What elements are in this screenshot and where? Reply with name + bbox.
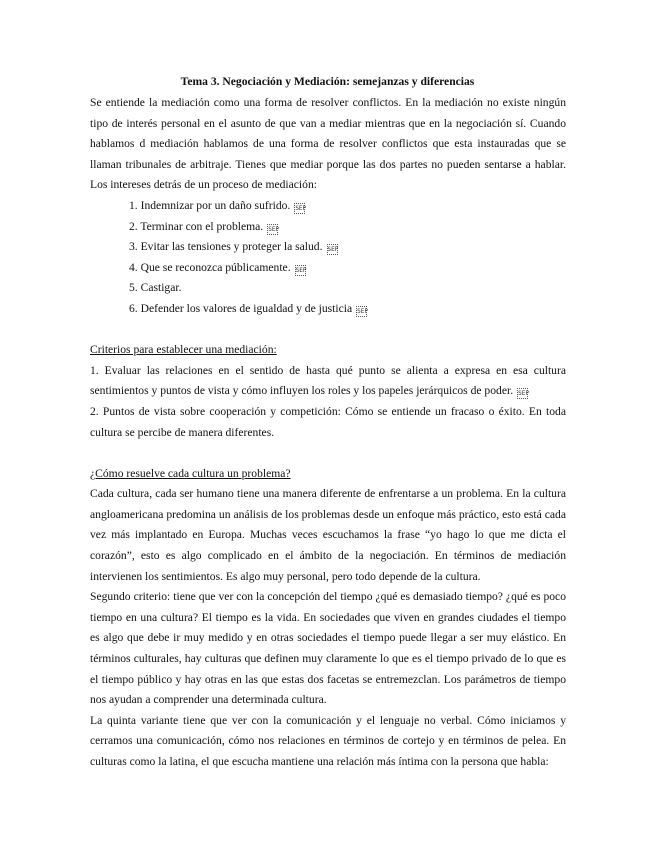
blank-line [90,443,566,464]
list-item: 2. Terminar con el problema. SEP [129,219,280,233]
separator-glyph-icon: SEP [518,390,529,398]
culture-heading: ¿Cómo resuelve cada cultura un problema? [90,466,291,480]
criteria-item: 1. Evaluar las relaciones en el sentido de hasta qué punto se alienta a expresa en esa cultura sentimientos y puntos de vista y cómo influyen los roles y los papeles jerárquicos de poder. SEP [90,363,566,398]
document-title: Tema 3. Negociación y Mediación: semejanzas y diferencias [180,75,475,88]
document-body [90,93,566,773]
culture-paragraph: Segundo criterio: tiene que ver con la concepción del tiempo ¿qué es demasiado tiempo? ¿qué es poco tiempo en una cultura? El tiempo es la vida. En sociedades que viven en grandes ciudades el tiempo es algo que debe ir muy medido y en otras sociedades el tiempo puede llegar a ser muy elástico. En términos culturales, hay culturas que definen muy claramente lo que es el tiempo privado de lo que es el tiempo público y hay otras en las que estas dos facetas se entremezclan. Los parámetros de tiempo nos ayudan a comprender una determinada cultura. [90,590,566,707]
blank-line [90,320,566,341]
separator-glyph-icon: SEP [295,204,307,212]
criteria-heading: Criterios para establecer una mediación: [90,343,277,357]
separator-glyph-icon: SEP [295,266,307,274]
criteria-item: 2. Puntos de vista sobre cooperación y competición: Cómo se entiende un fracaso o éxito. En toda cultura se percibe de manera diferentes. [90,404,566,439]
list-item: 4. Que se reconozca públicamente. SEP [129,260,307,274]
intro-paragraph: Se entiende la mediación como una forma de resolver conflictos. En la mediación no existe ningún tipo de interés personal en el asunto de que van a mediar mientras que en la negociación sí. Cuando hablamos d mediación hablamos de una forma de resolver conflictos que esta instauradas que se llaman tribunales de arbitraje. Tienes que mediar porque las dos partes no pueden sentarse a hablar. Los intereses detrás de un proceso de mediación: [90,96,566,192]
culture-paragraph: Cada cultura, cada ser humano tiene una manera diferente de enfrentarse a un problema. En la cultura angloamericana predomina un análisis de los problemas desde un enfoque más práctico, esto está cada vez más implantado en Europa. Muchas veces escuchamos la frase “yo hago lo que me dicta el corazón”, esto es algo complicado en el ámbito de la negociación. En términos de mediación intervienen los sentimientos. Es algo muy personal, pero todo depende de la cultura. [90,487,566,583]
separator-glyph-icon: SEP [327,246,339,254]
list-item: 5. Castigar. [129,281,182,295]
interests-list [90,196,566,320]
list-item: 1. Indemnizar por un daño sufrido. SEP [129,198,307,212]
culture-paragraph: La quinta variante tiene que ver con la comunicación y el lenguaje no verbal. Cómo iniciamos y cerramos una comunicación, cómo nos relaciones en términos de cortejo y en términos de pelea. En culturas como la latina, el que escucha mantiene una relación más íntima con la persona que habla: [90,713,566,768]
separator-glyph-icon: SEP [357,307,368,315]
separator-glyph-icon: SEP [268,225,280,233]
list-item: 6. Defender los valores de igualdad y de justicia SEP [129,301,368,315]
list-item: 3. Evitar las tensiones y proteger la salud. SEP [129,240,339,254]
